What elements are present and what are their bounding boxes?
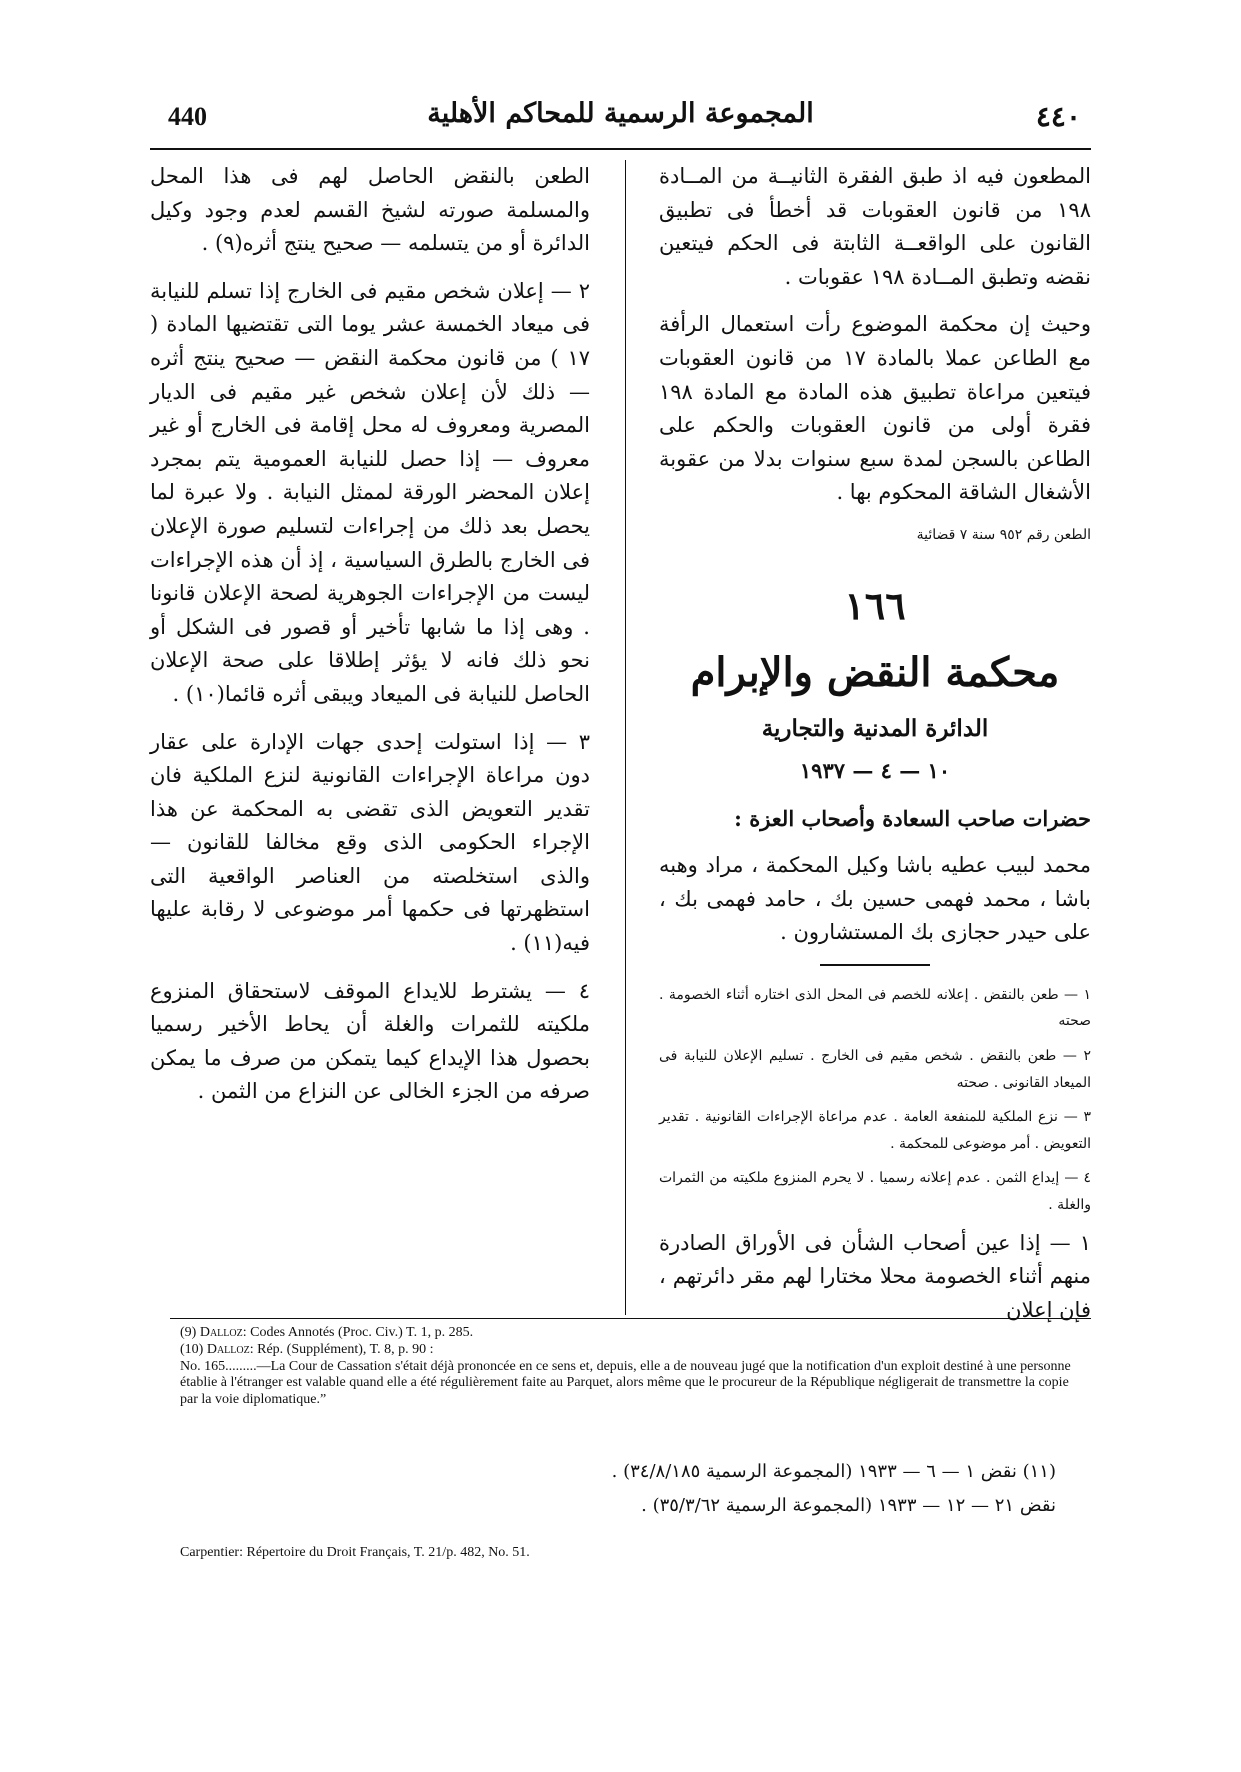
presence-line: حضرات صاحب السعادة وأصحاب العزة : [734, 805, 1091, 831]
divider [820, 964, 930, 966]
footnote-10: (10) Dalloz: Rép. (Supplément), T. 8, p. 90 : [180, 1341, 434, 1357]
court-name: محكمة النقض والإبرام [690, 649, 1060, 697]
appeal-reference: الطعن رقم ٩٥٢ سنة ٧ قضائية [916, 526, 1091, 543]
footnote-11-line-2: نقض ٢١ — ١٢ — ١٩٣٣ (المجموعة الرسمية ٣٥/٣/٦٢) . [641, 1495, 1056, 1517]
judges-list: محمد لبيب عطيه باشا وكيل المحكمة ، مراد وهبه باشا ، محمد فهمى حسين بك ، حامد فهمى بك ، على حيدر حجازى بك المستشارون . [659, 853, 1091, 945]
summary-item: ٤ — إيداع الثمن . عدم إعلانه رسميا . لا يحرم المنزوع ملكيته من الثمرات والغلة . [659, 1170, 1091, 1214]
french-footnotes [180, 1325, 1080, 1409]
summary-item: ٢ — طعن بالنقض . شخص مقيم فى الخارج . تسليم الإعلان للنيابة فى الميعاد القانونى . صحته [659, 1048, 1091, 1091]
summary-item: ٣ — نزع الملكية للمنفعة العامة . عدم مراعاة الإجراءات القانونية . تقدير التعويض . أمر موضوعى للمحكمة . [659, 1109, 1091, 1152]
footnote-11-line-1: (١١) نقض ١ — ٦ — ١٩٣٣ (المجموعة الرسمية ٣٤/٨/١٨٥) . [611, 1461, 1056, 1482]
case-date: ١٠ — ٤ — ١٩٣٧ [799, 757, 951, 783]
intro-paragraph-2: وحيث إن محكمة الموضوع رأت استعمال الرأفة مع الطاعن عملا بالمادة ١٧ من قانون العقوبات فيتعين مراعاة تطبيق هذه المادة مع المادة ١٩٨ فقرة أولى من قانون العقوبات والحكم على الطاعن بالسجن لمدة سبع سنوات بدلا من عقوبة الأشغال الشاقة المحكوم بها . [659, 312, 1091, 505]
page-header [150, 88, 1091, 150]
summary-item: ١ — طعن بالنقض . إعلانه للخصم فى المحل الذى اختاره أثناء الخصومة . صحته [659, 986, 1091, 1030]
running-title: المجموعة الرسمية للمحاكم الأهلية [427, 98, 814, 129]
case-number: ١٦٦ [844, 583, 906, 629]
principle-1-cont: الطعن بالنقض الحاصل لهم فى هذا المحل والمسلمة صورته لشيخ القسم لعدم وجود وكيل الدائرة أو من يتسلمه — صحيح ينتج أثره(٩) . [150, 164, 590, 256]
intro-paragraph: المطعون فيه اذ طبق الفقرة الثانيــة من المــادة ١٩٨ من قانون العقوبات قد أخطأ فى تطبيق القانون على الواقعــة الثابتة فى الحكم فيتعين نقضه وتطبق المــادة ١٩٨ عقوبات . [659, 164, 1091, 289]
principle-2: ٢ — إعلان شخص مقيم فى الخارج إذا تسلم للنيابة فى ميعاد الخمسة عشر يوما التى تقتضيها المادة ( ١٧ ) من قانون محكمة النقض — صحيح ينتج أثره — ذلك لأن إعلان شخص غير مقيم فى الديار المصرية ومعروف له محل إقامة فى الخارج أو غير معروف — إذا حصل للنيابة العمومية يتم بمجرد إعلان المحضر الورقة لممثل النيابة . ولا عبرة لما يحصل بعد ذلك من إجراءات لتسليم صورة الإعلان فى الخارج بالطرق السياسية ، إذ أن هذه الإجراءات ليست من الإجراءات الجوهرية لصحة الإعلان قانونا . وهى إذا ما شابها تأخير أو قصور فى الشكل أو نحو ذلك فانه لا يؤثر إطلاقا على صحة الإعلان الحاصل للنيابة فى الميعاد ويبقى أثره قائما(١٠) . [150, 278, 590, 706]
column-divider [625, 160, 626, 1315]
case-summary [659, 982, 1091, 1219]
left-column [150, 160, 590, 1123]
carpentier-footnote: Carpentier: Répertoire du Droit Français, T. 21/p. 482, No. 51. [180, 1545, 530, 1560]
arabic-footnotes [556, 1455, 1056, 1523]
page-number-latin: 440 [168, 102, 207, 131]
footnote-divider [170, 1318, 1091, 1319]
right-column [659, 160, 1091, 1341]
case-heading [659, 576, 1091, 787]
page-number-arabic: ٤٤٠ [1035, 100, 1081, 133]
principle-1: ١ — إذا عين أصحاب الشأن فى الأوراق الصادرة منهم أثناء الخصومة محلا مختارا لهم مقر دائرتهم ، فإن إعلان [659, 1230, 1091, 1322]
circuit-name: الدائرة المدنية والتجارية [761, 715, 989, 743]
footnote-10-quote: No. 165.........—La Cour de Cassation s'était déjà prononcée en ce sens et, depuis, elle a de nouveau jugé que la notification d'un exploit destiné à une personne établie à l'étranger est valable quand elle a été régulièrement faite au Parquet, alors même que le procureur de la République négligerait de transmettre la copie par la voie diplomatique.” [180, 1358, 1071, 1408]
principle-3: ٣ — إذا استولت إحدى جهات الإدارة على عقار دون مراعاة الإجراءات القانونية لنزع الملكية فان تقدير التعويض الذى تقضى به المحكمة عن هذا الإجراء الحكومى الذى وقع مخالفا للقانون — والذى استخلصته من العناصر الواقعية التى استظهرتها فى حكمها أمر موضوعى لا رقابة عليها فيه(١١) . [150, 729, 590, 956]
footnote-9: (9) Dalloz: Codes Annotés (Proc. Civ.) T. 1, p. 285. [180, 1325, 474, 1340]
principle-4: ٤ — يشترط للايداع الموقف لاستحقاق المنزوع ملكيته للثمرات والغلة أن يحاط الأخير رسميا بحصول هذا الإيداع كيما يتمكن من صرف ما يمكن صرفه من الجزء الخالى عن النزاع من الثمن . [150, 978, 590, 1104]
